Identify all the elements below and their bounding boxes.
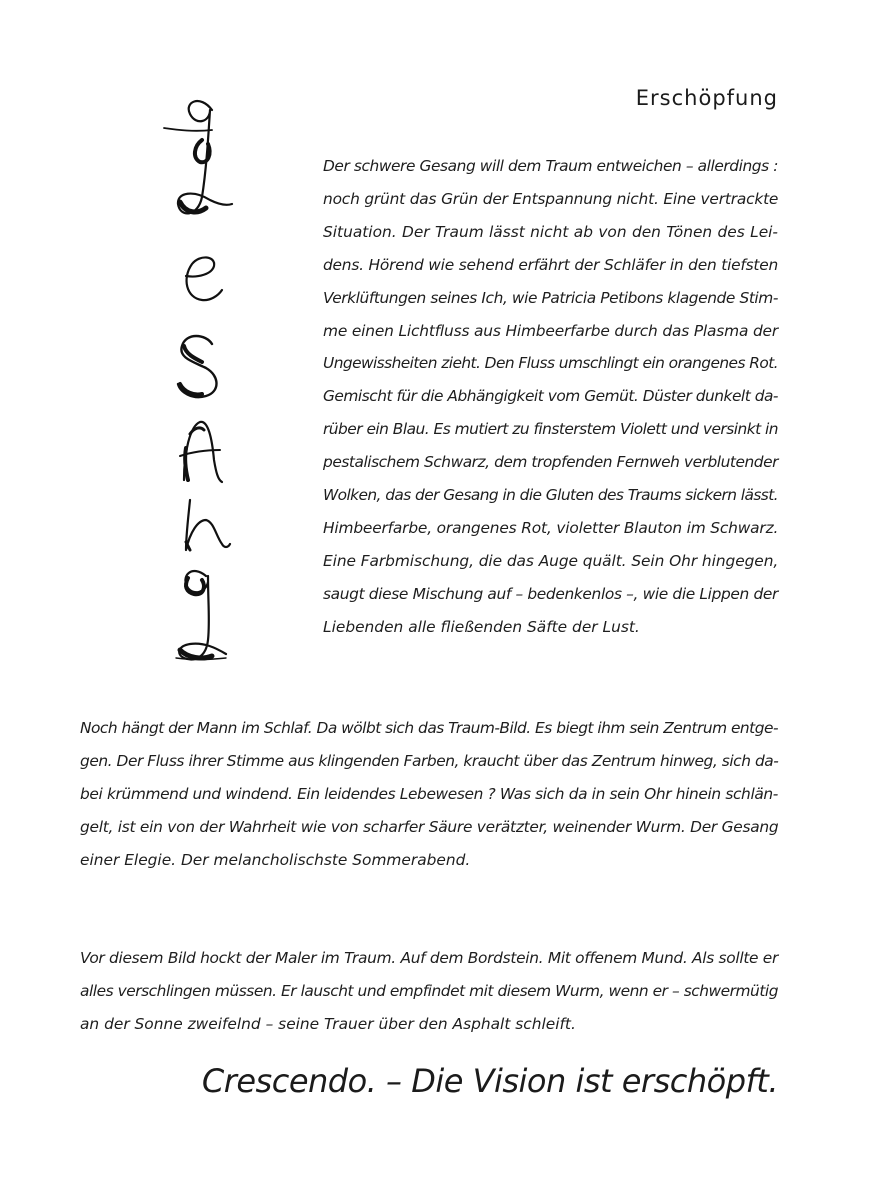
paragraph-line: dens. Hörend wie sehend erfährt der Schläfer in den tiefsten (323, 255, 778, 274)
paragraph-line: Situation. Der Traum lässt nicht ab von den Tönen des Lei- (323, 222, 778, 241)
handwritten-gesang-svg (150, 92, 250, 672)
paragraph-line: alles verschlingen müssen. Er lauscht und empfindet mit diesem Wurm, wenn er – schwermütig (80, 981, 778, 1000)
paragraph-line: Noch hängt der Mann im Schlaf. Da wölbt sich das Traum-Bild. Es biegt ihm sein Zentrum entge- (80, 719, 778, 737)
closing-statement: Crescendo. – Die Vision ist erschöpft. (201, 1062, 778, 1100)
paragraph-line: Verklüftungen seines Ich, wie Patricia Petibons klagende Stim- (323, 288, 778, 307)
calligraphy-letter-g-top (164, 101, 232, 213)
paragraph-line: Der schwere Gesang will dem Traum entweichen – allerdings : (323, 157, 778, 175)
paragraph-line: bei krümmend und windend. Ein leidendes Lebewesen ? Was sich da in sein Ohr hinein schlän- (80, 784, 778, 803)
paragraph-line: Wolken, das der Gesang in die Gluten des Traums sickern lässt. (323, 486, 778, 505)
paragraph-line: gen. Der Fluss ihrer Stimme aus klingenden Farben, kraucht über das Zentrum hinweg, sich da- (80, 751, 779, 770)
paragraph-line: me einen Lichtfluss aus Himbeerfarbe durch das Plasma der (323, 321, 778, 340)
paragraph-line: Eine Farbmischung, die das Auge quält. Sein Ohr hingegen, (323, 551, 779, 570)
calligraphy-letter-n (186, 500, 230, 550)
paragraph-line: Gemischt für die Abhängigkeit vom Gemüt. Düster dunkelt da- (323, 387, 778, 406)
paragraph-line: pestalischem Schwarz, dem tropfenden Fernweh verblutender (323, 453, 778, 472)
paragraph-line: einer Elegie. Der melancholischste Sommerabend. (80, 850, 471, 869)
page-heading: Erschöpfung (635, 86, 778, 110)
calligraphy-letter-g-bottom (176, 571, 226, 659)
paragraph-line: Ungewissheiten zieht. Den Fluss umschlingt ein orangenes Rot. (323, 354, 778, 373)
paragraph-line: gelt, ist ein von der Wahrheit wie von scharfer Säure verätzter, weinender Wurm. Der Gesang (80, 817, 779, 836)
paragraph-line: an der Sonne zweifelnd – seine Trauer über den Asphalt schleift. (80, 1014, 576, 1033)
paragraph-line: Himbeerfarbe, orangenes Rot, violetter Blauton im Schwarz. (323, 518, 779, 537)
third-paragraph (80, 942, 778, 1041)
calligraphy-gesang-illustration (150, 92, 250, 672)
paragraph-line: Liebenden alle fließenden Säfte der Lust. (323, 617, 640, 636)
calligraphy-letter-e (186, 257, 222, 300)
paragraph-line: rüber ein Blau. Es mutiert zu finsterstem Violett und versinkt in (323, 420, 778, 439)
calligraphy-letter-s (178, 336, 217, 397)
paragraph-line: noch grünt das Grün der Entspannung nicht. Eine vertrackte (323, 189, 779, 208)
second-paragraph (80, 712, 778, 877)
first-paragraph (323, 150, 778, 644)
calligraphy-letter-a (180, 422, 222, 482)
paragraph-line: saugt diese Mischung auf – bedenkenlos –, wie die Lippen der (323, 584, 778, 603)
paragraph-line: Vor diesem Bild hockt der Maler im Traum. Auf dem Bordstein. Mit offenem Mund. Als sollte er (80, 949, 778, 967)
